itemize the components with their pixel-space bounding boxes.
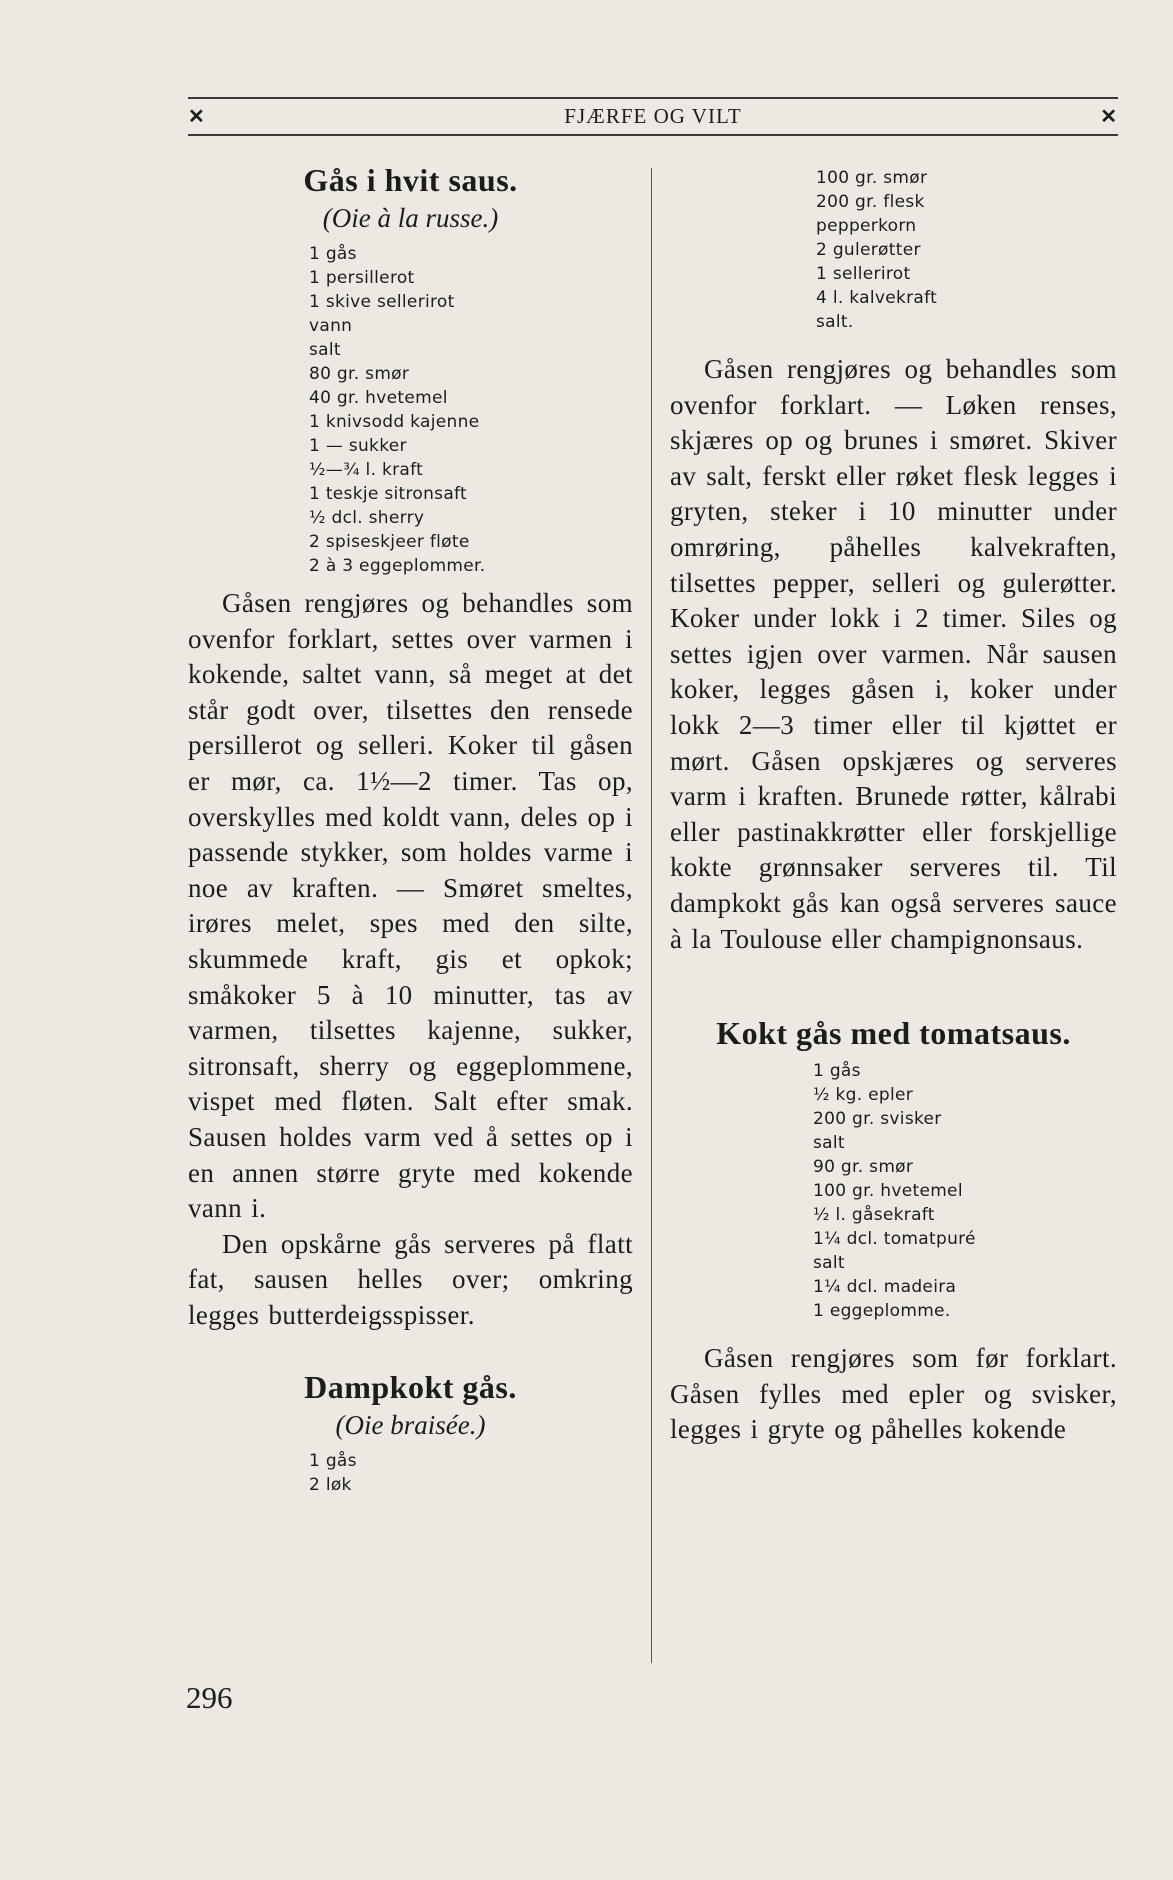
recipe-instructions: Gåsen rengjøres og behandles som ovenfor forklart. — Løken renses, skjæres op og brunes i smøret. Skiver av salt, ferskt eller røket flesk legges i gryten, steker i 10 minutter under omrøring, påhelles kalvekraften, tilsettes pepper, selleri og gulerøtter. Koker under lokk i 2 timer. Siles og settes igjen over varmen. Når sausen koker, legges gåsen i, koker under lokk 2—3 timer eller til kjøttet er mørt. Gåsen opskjæres og serveres varm i kraften. Brunede røtter, kålrabi eller pastinakkrøtter eller forskjellige kokte grønnsaker serveres til. Til dampkokt gås kan også serveres sauce à la Toulouse eller champignonsaus. — [670, 354, 1117, 954]
ingredient-item: salt — [813, 1253, 845, 1274]
ingredient-item: 80 gr. smør — [309, 364, 410, 384]
ingredient-item: ½ dcl. sherry — [309, 508, 425, 528]
recipe-kokt-gas-med-tomatsaus — [670, 1013, 1117, 1448]
ingredient-item: 2 à 3 eggeplommer. — [309, 556, 486, 576]
ingredient-item: 1 gås — [309, 1451, 357, 1472]
ingredient-item: 100 gr. smør — [816, 168, 928, 188]
ingredient-item: 1 teskje sitronsaft — [309, 484, 467, 504]
ingredient-item: 1 — sukker — [309, 436, 407, 456]
ingredient-list — [188, 242, 633, 578]
header-rule-bottom — [188, 134, 1118, 136]
page-number: 296 — [186, 1680, 233, 1715]
ingredient-item: vann — [309, 316, 353, 336]
recipe-dampkokt-gas-continued — [670, 166, 1117, 957]
recipe-title: Kokt gås med tomatsaus. — [716, 1015, 1071, 1052]
left-column — [188, 160, 633, 1497]
recipe-title: Dampkokt gås. — [304, 1369, 517, 1406]
ingredient-item: 1 persillerot — [309, 268, 415, 288]
running-head — [188, 104, 1118, 130]
recipe-dampkokt-gas — [188, 1367, 633, 1497]
ingredient-item: salt. — [816, 312, 854, 332]
recipe-title: Gås i hvit saus. — [303, 162, 518, 198]
recipe-gas-i-hvit-saus — [188, 160, 633, 1333]
ingredient-item: 2 gulerøtter — [816, 240, 921, 260]
ingredient-item: 1¼ dcl. madeira — [813, 1277, 957, 1298]
ingredient-list — [670, 1059, 1117, 1323]
ingredient-item: 100 gr. hvetemel — [813, 1181, 963, 1202]
ingredient-item: salt — [309, 340, 341, 360]
ingredient-list — [670, 166, 1117, 334]
ingredient-item: 200 gr. svisker — [813, 1109, 942, 1130]
header-rule-top — [188, 97, 1118, 99]
ingredient-item: ½ l. gåsekraft — [813, 1205, 935, 1226]
running-head-title: FJÆRFE OG VILT — [564, 104, 742, 128]
ingredient-item: salt — [813, 1133, 845, 1154]
right-column — [670, 160, 1117, 1448]
ingredient-item: 40 gr. hvetemel — [309, 388, 448, 408]
ingredient-item: 2 spiseskjeer fløte — [309, 532, 470, 552]
ingredient-item: 1 gås — [813, 1061, 861, 1082]
ingredient-item: 200 gr. flesk — [816, 192, 925, 212]
ingredient-item: 4 l. kalvekraft — [816, 288, 938, 308]
ingredient-item: 1 knivsodd kajenne — [309, 412, 480, 432]
recipe-instructions: Gåsen rengjøres og behandles som ovenfor forklart, settes over varmen i kokende, saltet vann, så meget at det står godt over, tilsettes den rensede persillerot og selleri. Koker til gåsen er mør, ca. 1½—2 timer. Tas op, overskylles med koldt vann, deles op i passende stykker, som holdes varme i noe av kraften. — Smøret smeltes, irøres melet, spes med den silte, skummede kraft, gis et opkok; småkoker 5 à 10 minutter, tas av varmen, tilsettes kajenne, sukker, sitronsaft, sherry og eggeplommene, vispet med fløten. Salt efter smak. Sausen holdes varm ved å settes op i en annen større gryte med kokende vann i. — [188, 588, 633, 1224]
header-ornament-right: ✕ — [1100, 106, 1118, 128]
recipe-serving-note: Den opskårne gås serveres på flatt fat, sausen helles over; omkring legges butterdeigsspisser. — [188, 1228, 633, 1330]
ingredient-item: 1¼ dcl. tomatpuré — [813, 1229, 976, 1250]
ingredient-item: pepperkorn — [816, 216, 917, 236]
ingredient-item: ½—¾ l. kraft — [309, 460, 424, 480]
ingredient-item: 1 gås — [309, 244, 357, 264]
ingredient-item: ½ kg. epler — [813, 1085, 914, 1106]
ingredient-item: 1 eggeplomme. — [813, 1301, 951, 1322]
ingredient-item: 1 skive sellerirot — [309, 292, 455, 312]
ingredient-item: 90 gr. smør — [813, 1157, 914, 1178]
recipe-instructions: Gåsen rengjøres som før forklart. Gåsen fylles med epler og svisker, legges i gryte og påhelles kokende — [670, 1343, 1117, 1445]
column-divider — [651, 168, 652, 1663]
ingredient-item: 2 løk — [309, 1475, 352, 1496]
header-ornament-left: ✕ — [188, 106, 206, 128]
ingredient-list — [188, 1449, 633, 1497]
ingredient-item: 1 sellerirot — [816, 264, 911, 284]
recipe-subtitle: (Oie à la russe.) — [322, 203, 499, 233]
recipe-subtitle: (Oie braisée.) — [335, 1410, 486, 1441]
